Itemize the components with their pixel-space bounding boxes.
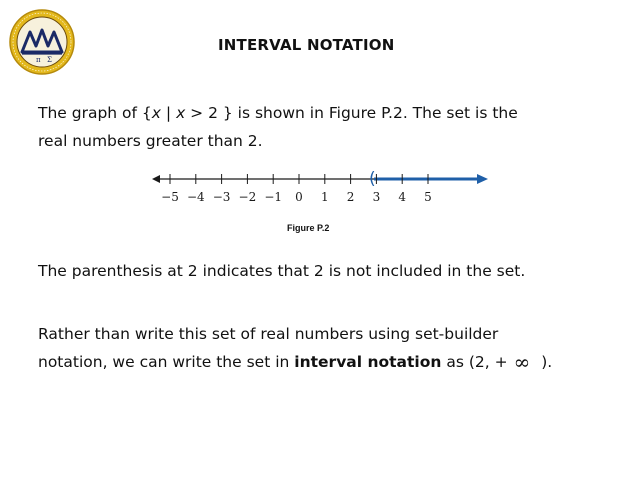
tick-label: −3 [212,190,231,204]
tick-label: −4 [186,190,205,204]
infinity-symbol: ∞ [513,350,531,374]
tick-label: −2 [238,190,257,204]
intro-line-2: real numbers greater than 2. [38,132,263,150]
tick-labels [161,190,432,204]
page-title: INTERVAL NOTATION [218,36,395,54]
tick-label: 0 [295,190,303,204]
right-arrow-icon [477,174,488,184]
school-seal-logo [8,8,76,76]
tick-label: 5 [424,190,432,204]
interval-line-1: Rather than write this set of real numbers using set-builder [38,325,499,343]
interval-line-2: notation, we can write the set in interval notation as (2, + ∞ ). [38,350,553,374]
tick-label: 1 [320,190,329,204]
tick-label: 2 [346,190,355,204]
intro-paragraph [38,99,608,155]
figure-caption: Figure P.2 [287,223,330,233]
tick-label: 3 [372,190,381,204]
left-arrow-icon [152,175,160,183]
svg-text:Σ: Σ [47,56,52,64]
tick-label: 4 [398,190,407,204]
svg-text:π: π [36,56,41,64]
tick-label: −5 [161,190,179,204]
open-parenthesis-endpoint: ( [369,169,376,189]
number-line-graph [150,168,490,208]
intro-line-1: The graph of {x | x > 2 } is shown in Figure P.2. The set is the [38,104,518,122]
tick-label: −1 [264,190,283,204]
interval-notation-paragraph [38,320,628,376]
parenthesis-explanation: The parenthesis at 2 indicates that 2 is not included in the set. [38,262,526,280]
interval-notation-term: interval notation [294,353,442,371]
